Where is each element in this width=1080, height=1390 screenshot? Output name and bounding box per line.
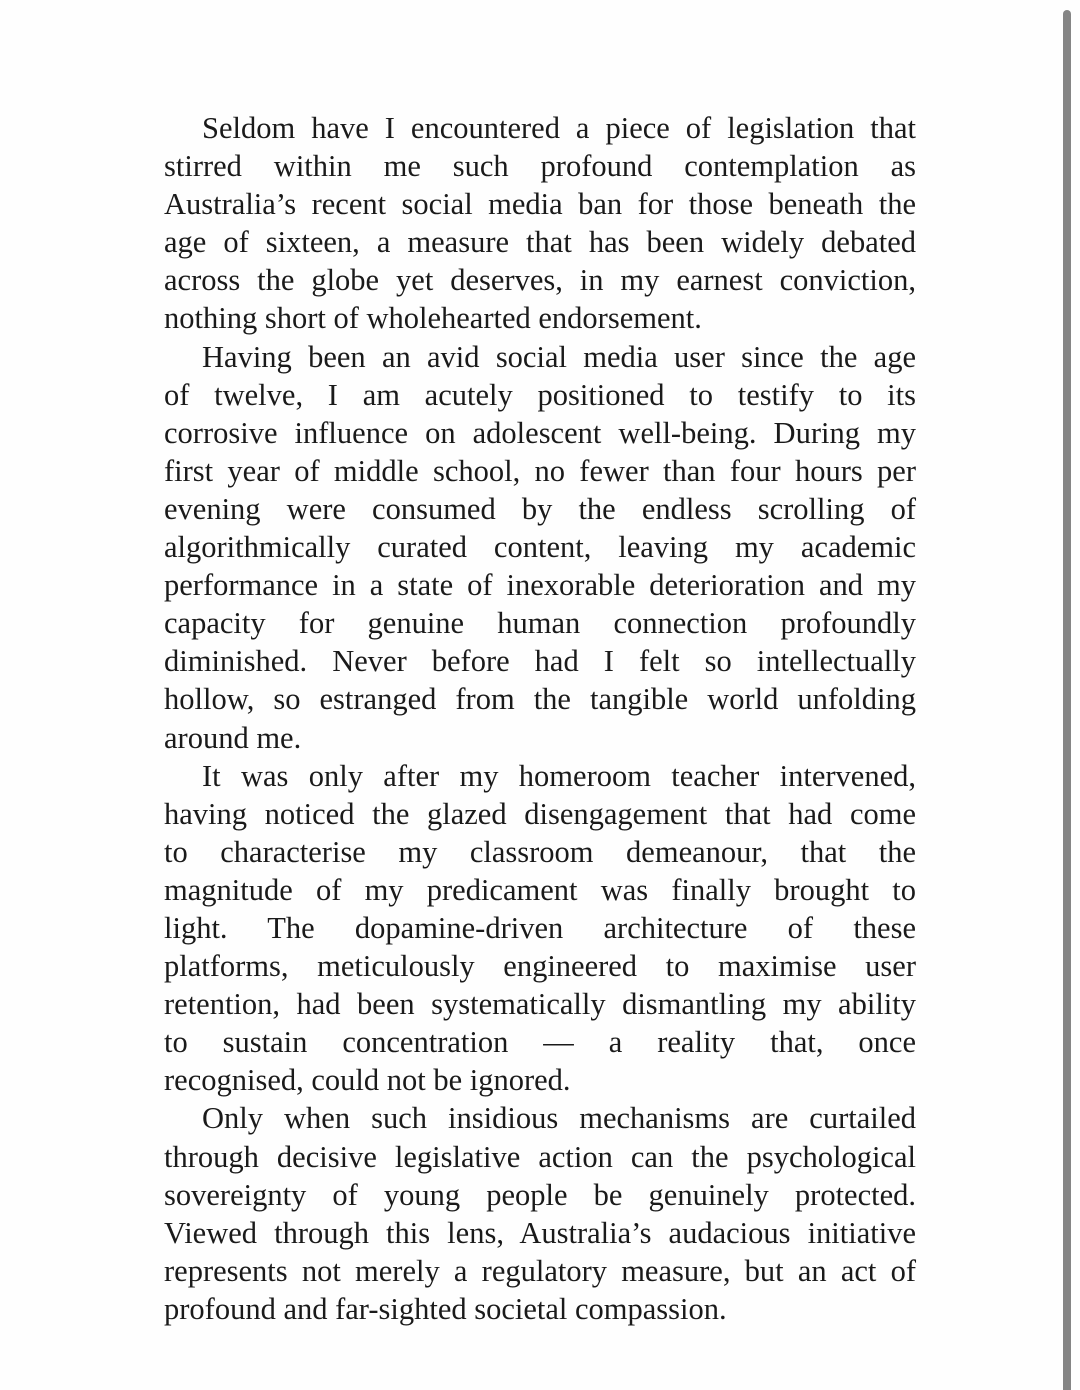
text-line: through decisive legislative action can the psychological [164,1139,916,1174]
text-line: of twelve, I am acutely positioned to testify to its [164,377,916,412]
text-line: diminished. Never before had I felt so intellectually [164,644,916,679]
text-line: stirred within me such profound contemplation as [164,149,916,184]
text-line: to sustain concentration — a reality that, once [164,1025,916,1060]
text-line: Seldom have I encountered a piece of legislation that [202,111,916,145]
text-line: sovereignty of young people be genuinely protected. [164,1177,916,1212]
text-line: algorithmically curated content, leaving my academic [164,530,916,565]
text-line: around me. [164,720,302,755]
text-line: performance in a state of inexorable deterioration and my [164,568,916,603]
text-line: evening were consumed by the endless scrolling of [164,491,916,526]
text-line: Australia’s recent social media ban for those beneath the [164,187,916,222]
text-line: light. The dopamine-driven architecture of these [164,910,916,945]
text-line: Only when such insidious mechanisms are curtailed [202,1101,916,1136]
paragraph-1 [164,109,916,338]
text-line: magnitude of my predicament was finally brought to [164,872,916,907]
text-line: capacity for genuine human connection profoundly [164,606,916,641]
paragraph-3 [164,757,916,1100]
text-line: first year of middle school, no fewer than four hours per [164,453,916,488]
text-line: nothing short of wholehearted endorsement. [164,301,702,336]
text-line: hollow, so estranged from the tangible world unfolding [164,682,916,717]
text-line: It was only after my homeroom teacher intervened, [202,758,916,793]
document-body [164,109,916,1328]
text-line: having noticed the glazed disengagement that had come [164,796,916,831]
text-line: retention, had been systematically dismantling my ability [164,987,916,1022]
text-line: Viewed through this lens, Australia’s audacious initiative [164,1215,916,1250]
text-line: represents not merely a regulatory measure, but an act of [164,1253,916,1288]
text-line: corrosive influence on adolescent well-being. During my [164,415,916,450]
scrollbar-thumb[interactable] [1063,10,1071,1390]
text-line: age of sixteen, a measure that has been widely debated [164,225,916,260]
text-line: profound and far-sighted societal compassion. [164,1291,727,1326]
paragraph-4 [164,1099,916,1328]
text-line: Having been an avid social media user since the age [202,339,916,374]
text-line: recognised, could not be ignored. [164,1063,571,1098]
text-line: to characterise my classroom demeanour, that the [164,834,916,869]
paragraph-2 [164,338,916,757]
text-line: platforms, meticulously engineered to maximise user [164,949,916,984]
text-line: across the globe yet deserves, in my earnest conviction, [164,263,916,298]
